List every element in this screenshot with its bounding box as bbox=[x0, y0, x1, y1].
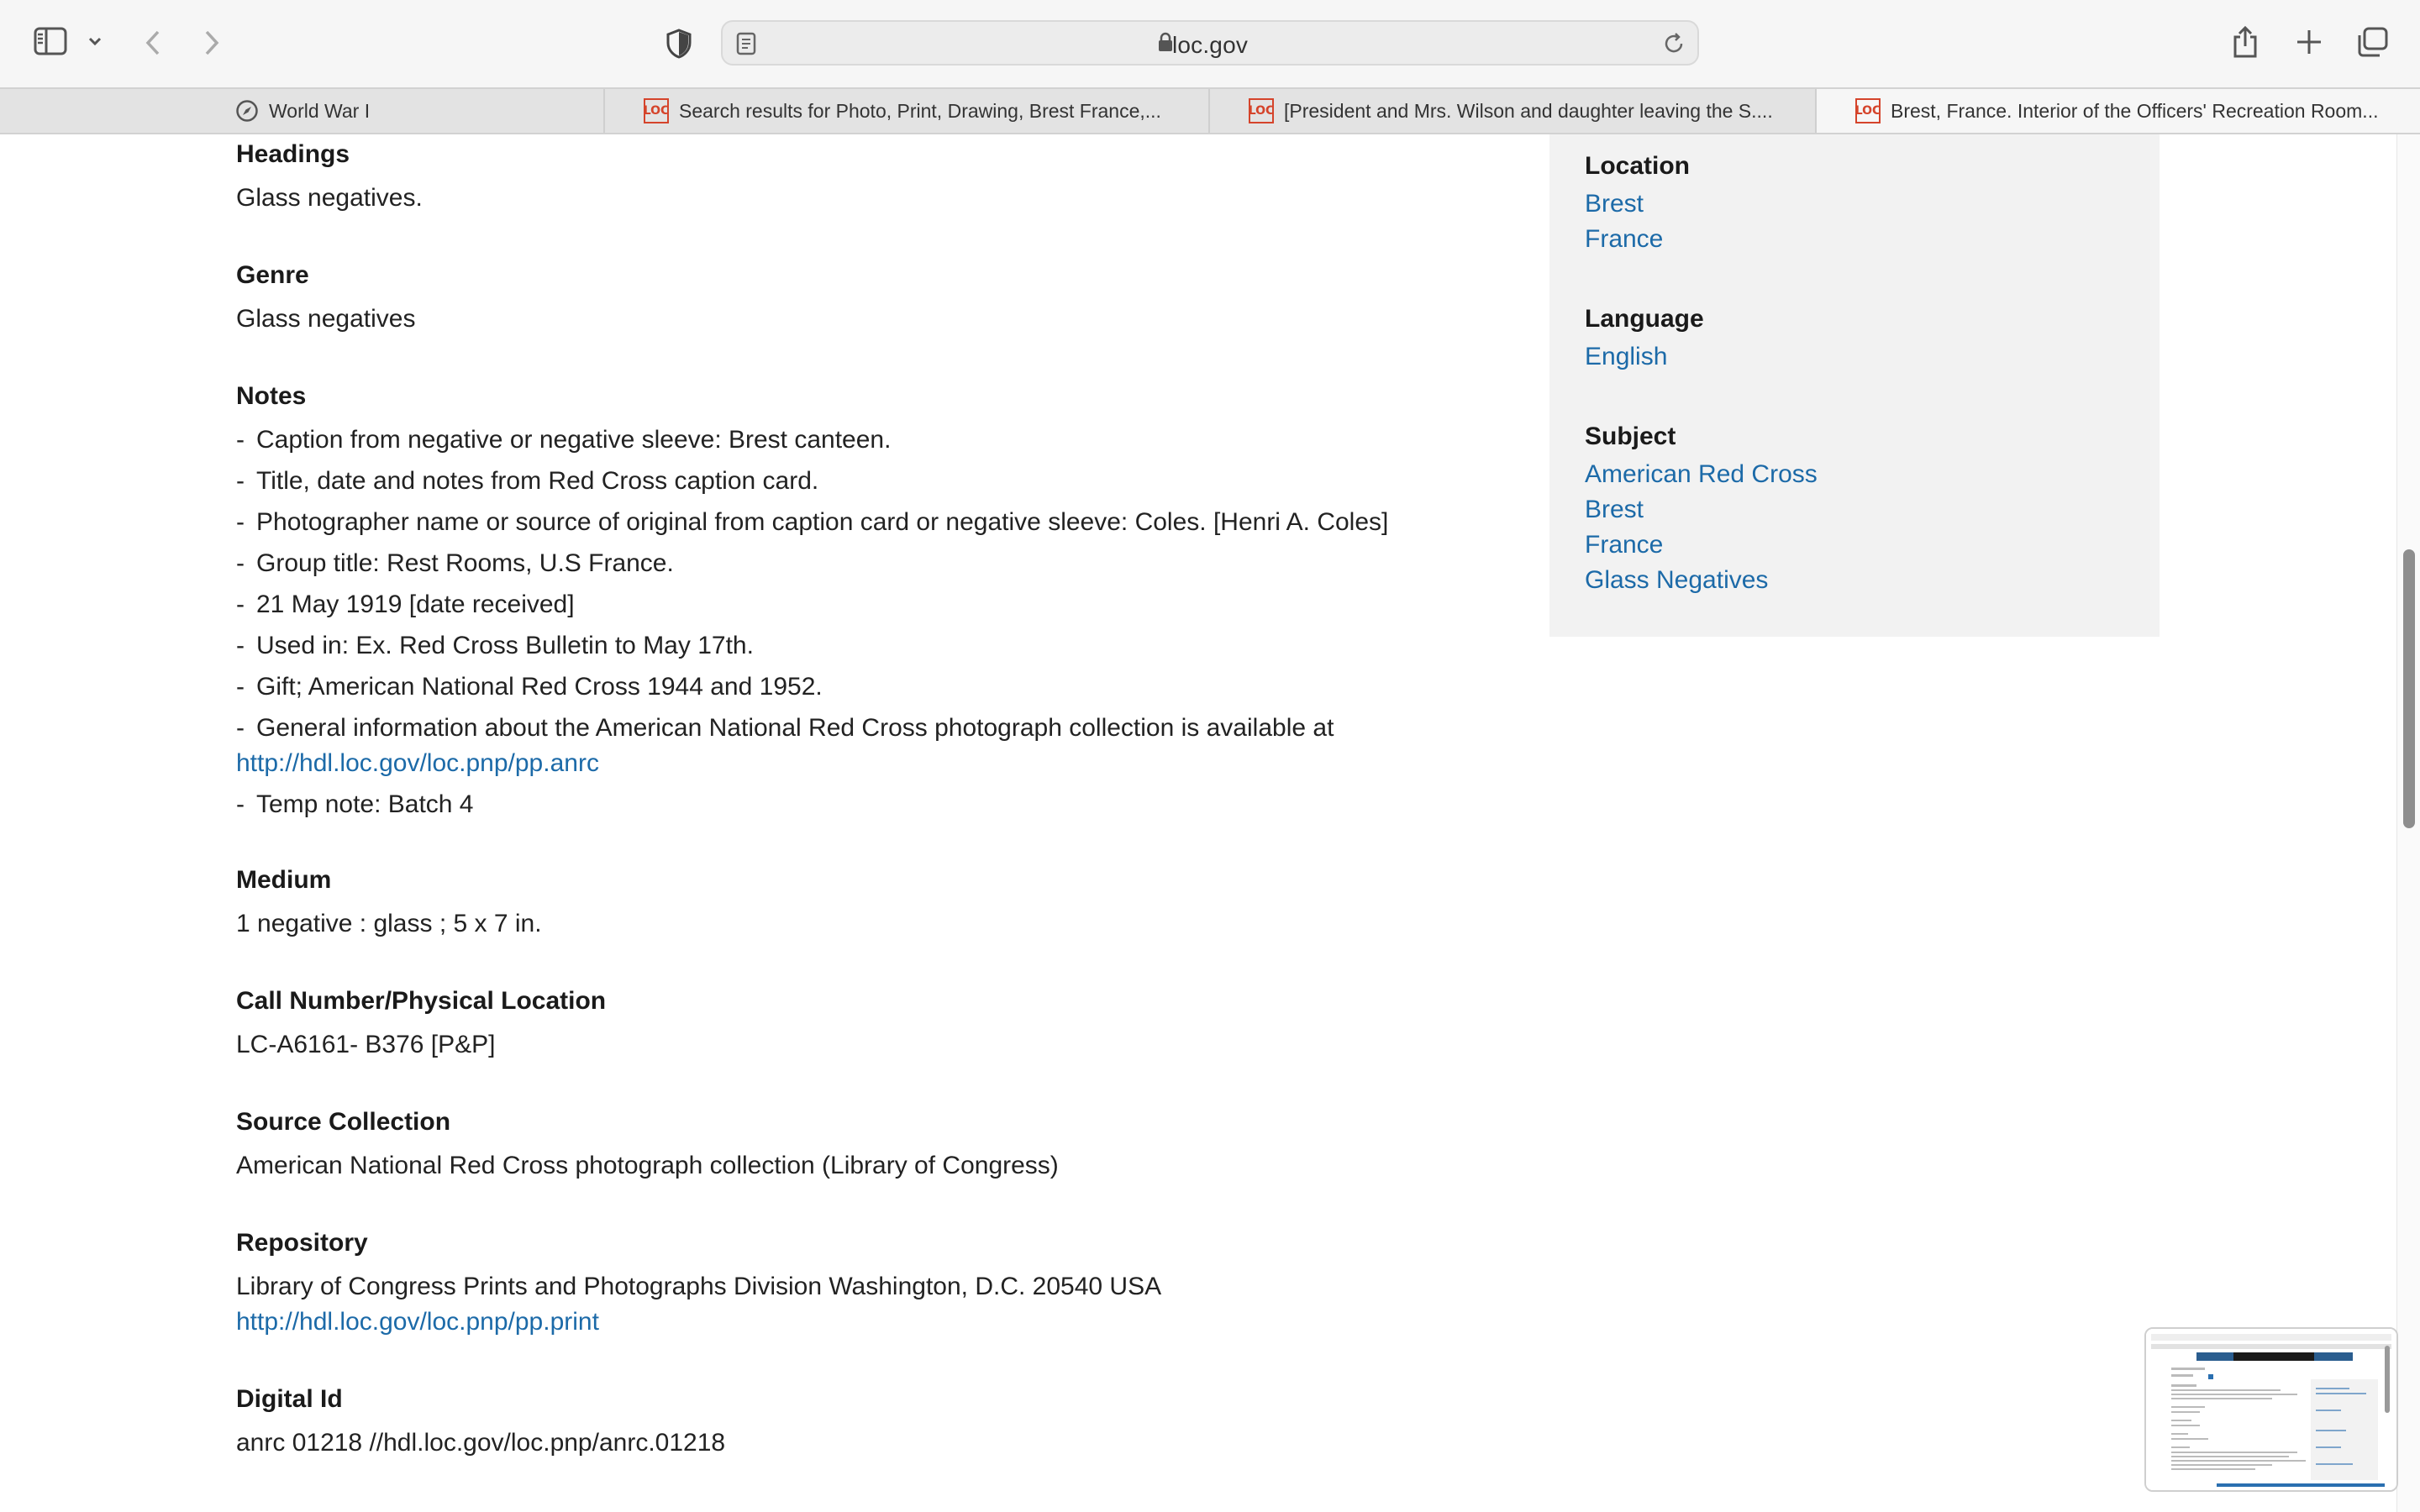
source-collection-value: American National Red Cross photograph collection (Library of Congress) bbox=[236, 1152, 1059, 1179]
reload-icon[interactable] bbox=[1662, 32, 1686, 55]
headings-value: Glass negatives. bbox=[236, 184, 423, 212]
location-label: Location bbox=[1585, 152, 1690, 180]
notes-label: Notes bbox=[236, 382, 307, 410]
note-item: - Used in: Ex. Red Cross Bulletin to May 17th. bbox=[236, 632, 754, 659]
tab-label: Brest, France. Interior of the Officers' Recreation Room... bbox=[1891, 99, 2379, 122]
note-item: - Temp note: Batch 4 bbox=[236, 790, 474, 818]
tab-overview-icon[interactable] bbox=[2356, 27, 2388, 57]
lock-icon bbox=[1158, 32, 1173, 56]
digital-id-value: anrc 01218 //hdl.loc.gov/loc.pnp/anrc.01218 bbox=[236, 1429, 726, 1457]
digital-id-label: Digital Id bbox=[236, 1385, 343, 1413]
subject-link-american-red-cross[interactable]: American Red Cross bbox=[1585, 460, 1818, 488]
note-item: - Group title: Rest Rooms, U.S France. bbox=[236, 549, 674, 577]
subject-link-glass-negatives[interactable]: Glass Negatives bbox=[1585, 566, 1769, 594]
medium-label: Medium bbox=[236, 866, 332, 894]
loc-favicon: LOC bbox=[1249, 98, 1274, 123]
note-item: - 21 May 1919 [date received] bbox=[236, 591, 575, 618]
location-section bbox=[1585, 151, 1690, 257]
language-link-english[interactable]: English bbox=[1585, 343, 1668, 370]
share-icon[interactable] bbox=[2232, 25, 2259, 59]
location-link-france[interactable]: France bbox=[1585, 225, 1664, 253]
language-label: Language bbox=[1585, 305, 1704, 333]
repository-link[interactable]: http://hdl.loc.gov/loc.pnp/pp.print bbox=[236, 1308, 599, 1336]
tab-search-results[interactable] bbox=[605, 89, 1210, 133]
repository-label: Repository bbox=[236, 1229, 368, 1257]
headings-label: Headings bbox=[236, 140, 350, 168]
source-collection-label: Source Collection bbox=[236, 1108, 451, 1136]
thumbnail-image bbox=[2146, 1329, 2396, 1490]
subject-link-france[interactable]: France bbox=[1585, 531, 1664, 559]
language-section bbox=[1585, 304, 1704, 375]
chevron-down-icon[interactable] bbox=[87, 35, 103, 47]
browser-toolbar bbox=[0, 0, 2420, 87]
call-number-label: Call Number/Physical Location bbox=[236, 987, 607, 1015]
note-item: - General information about the American National Red Cross photograph collection is available at bbox=[236, 714, 1334, 742]
tab-label: Search results for Photo, Print, Drawing, Brest France,... bbox=[679, 99, 1161, 122]
tab-label: [President and Mrs. Wilson and daughter leaving the S.... bbox=[1284, 99, 1773, 122]
note-item: - Photographer name or source of original from caption card or negative sleeve: Coles. [Henri A. Coles] bbox=[236, 508, 1389, 536]
tab-world-war-i[interactable] bbox=[0, 89, 605, 133]
notes-section bbox=[236, 381, 1497, 818]
call-number-value: LC-A6161- B376 [P&P] bbox=[236, 1031, 496, 1058]
subject-link-brest[interactable]: Brest bbox=[1585, 496, 1644, 523]
note-link-line bbox=[236, 748, 599, 779]
address-text[interactable]: loc.gov bbox=[1171, 32, 1249, 58]
privacy-shield-icon[interactable] bbox=[666, 29, 692, 59]
source-collection-section bbox=[236, 1107, 1059, 1181]
tab-president-wilson[interactable] bbox=[1210, 89, 1817, 133]
compass-icon bbox=[235, 99, 259, 123]
forward-arrow-icon[interactable] bbox=[202, 29, 222, 57]
location-link-brest[interactable]: Brest bbox=[1585, 190, 1644, 218]
medium-section bbox=[236, 865, 542, 939]
tab-label: World War I bbox=[269, 99, 371, 122]
medium-value: 1 negative : glass ; 5 x 7 in. bbox=[236, 910, 542, 937]
repository-value: Library of Congress Prints and Photographs Division Washington, D.C. 20540 USA bbox=[236, 1273, 1162, 1300]
back-arrow-icon[interactable] bbox=[143, 29, 163, 57]
sidebar-toggle-icon[interactable] bbox=[34, 27, 67, 55]
address-bar[interactable] bbox=[721, 20, 1699, 66]
subject-section bbox=[1585, 422, 1818, 598]
tab-strip bbox=[0, 87, 2420, 134]
loc-favicon: LOC bbox=[1855, 98, 1881, 123]
page-thumbnail-preview[interactable] bbox=[2144, 1327, 2398, 1492]
genre-label: Genre bbox=[236, 261, 309, 289]
new-tab-icon[interactable] bbox=[2296, 29, 2323, 55]
tab-brest-france[interactable] bbox=[1817, 89, 2420, 133]
repository-section bbox=[236, 1228, 1161, 1337]
loc-favicon: LOC bbox=[644, 98, 669, 123]
genre-value: Glass negatives bbox=[236, 305, 416, 333]
scrollbar-thumb[interactable] bbox=[2403, 549, 2415, 828]
digital-id-section bbox=[236, 1384, 725, 1458]
metadata-sidebar bbox=[1549, 134, 2160, 637]
anrc-collection-link[interactable]: http://hdl.loc.gov/loc.pnp/pp.anrc bbox=[236, 749, 599, 777]
call-number-section bbox=[236, 986, 606, 1060]
genre-section bbox=[236, 260, 415, 334]
note-item: - Caption from negative or negative sleeve: Brest canteen. bbox=[236, 426, 892, 454]
headings-section bbox=[236, 139, 423, 213]
note-item: - Title, date and notes from Red Cross caption card. bbox=[236, 467, 819, 495]
note-item: - Gift; American National Red Cross 1944 and 1952. bbox=[236, 673, 823, 701]
subject-label: Subject bbox=[1585, 423, 1676, 450]
